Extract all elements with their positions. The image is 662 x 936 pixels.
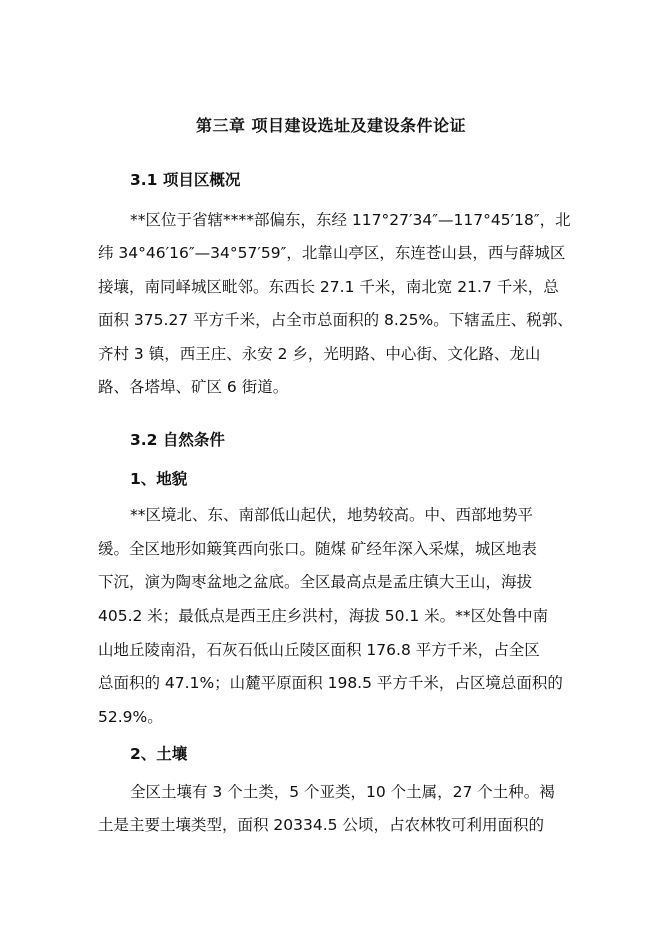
paragraph-line: **区位于省辖****部偏东，东经 117°27′34″—117°45′18″，北 bbox=[130, 211, 571, 229]
subheading-soil: 2、土壤 bbox=[130, 745, 188, 763]
chapter-title: 第三章 项目建设选址及建设条件论证 bbox=[195, 116, 467, 135]
paragraph-line: 下沉，演为陶枣盆地之盆底。全区最高点是孟庄镇大王山，海拔 bbox=[98, 573, 533, 591]
paragraph-line: 路、各塔埠、矿区 6 街道。 bbox=[98, 378, 289, 396]
paragraph-line: **区境北、东、南部低山起伏，地势较高。中、西部地势平 bbox=[130, 506, 534, 524]
paragraph-line: 纬 34°46′16″—34°57′59″，北靠山亭区，东连苍山县，西与薛城区 bbox=[98, 244, 566, 262]
paragraph-line: 齐村 3 镇，西王庄、永安 2 乡，光明路、中心街、文化路、龙山 bbox=[98, 345, 541, 363]
paragraph-line: 山地丘陵南沿，石灰石低山丘陵区面积 176.8 平方千米，占全区 bbox=[98, 641, 540, 659]
paragraph-line: 405.2 米；最低点是西王庄乡洪村，海拔 50.1 米。**区处鲁中南 bbox=[98, 607, 549, 625]
paragraph-line: 土是主要土壤类型，面积 20334.5 公顷，占农林牧可利用面积的 bbox=[98, 816, 544, 834]
subheading-landform: 1、地貌 bbox=[130, 470, 188, 488]
paragraph-line: 总面积的 47.1%；山麓平原面积 198.5 平方千米，占区境总面积的 bbox=[98, 674, 563, 692]
section-heading-3-1: 3.1 项目区概况 bbox=[130, 171, 241, 189]
paragraph-line: 缓。全区地形如簸箕西向张口。随煤 矿经年深入采煤，城区地表 bbox=[98, 540, 537, 558]
paragraph-line: 全区土壤有 3 个土类，5 个亚类，10 个土属，27 个土种。褐 bbox=[130, 783, 555, 801]
paragraph-line: 面积 375.27 平方千米，占全市总面积的 8.25%。下辖孟庄、税郭、 bbox=[98, 311, 573, 329]
paragraph-line: 接壤，南同峄城区毗邻。东西长 27.1 千米，南北宽 21.7 千米，总 bbox=[98, 278, 559, 296]
section-heading-3-2: 3.2 自然条件 bbox=[130, 431, 225, 449]
paragraph-line: 52.9%。 bbox=[98, 708, 163, 726]
